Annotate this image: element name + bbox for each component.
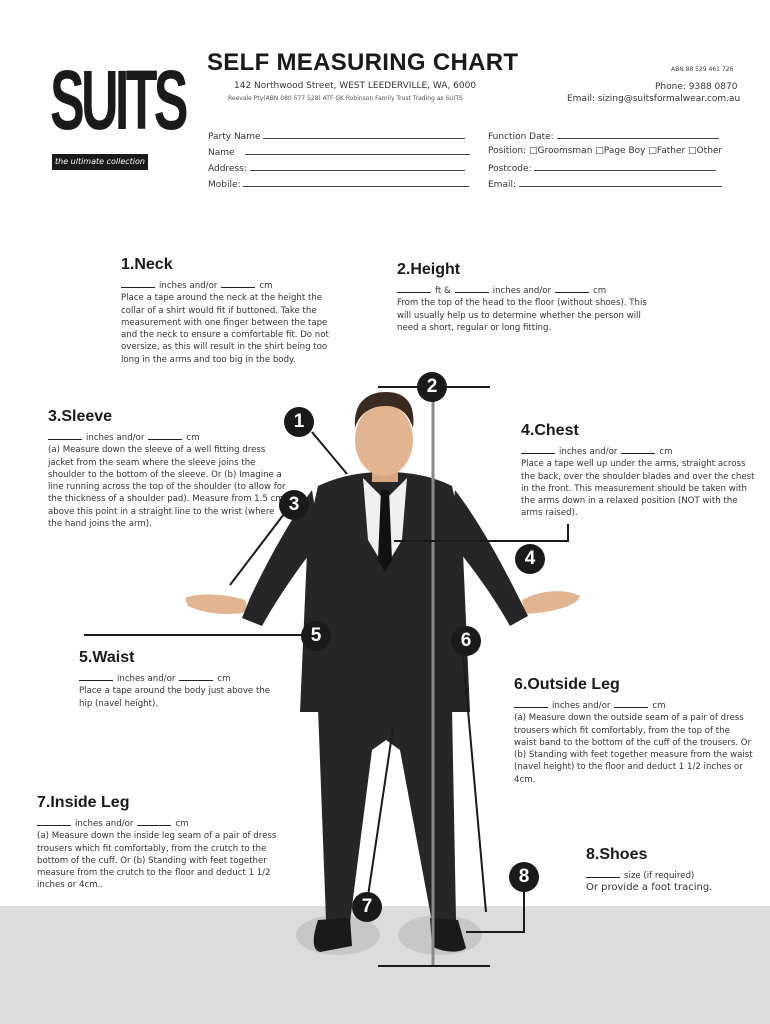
checkbox-groomsman[interactable]: □Groomsman — [528, 146, 593, 156]
sleeve-unit-cm: cm — [186, 433, 200, 443]
checkbox-other[interactable]: □Other — [688, 146, 723, 156]
badge-inside-leg: 7 — [352, 892, 382, 922]
address-label: Address: — [208, 164, 247, 174]
outside-leg-unit-inches: inches and/or — [552, 701, 611, 711]
groomsman-label: Groomsman — [537, 146, 593, 156]
neck-heading: 1.Neck — [121, 256, 173, 273]
inside-leg-line — [368, 728, 393, 896]
waist-unit-cm: cm — [217, 674, 231, 684]
badge-neck: 1 — [284, 407, 314, 437]
neck-inches-blank[interactable] — [121, 280, 155, 288]
waist-cm-blank[interactable] — [179, 673, 213, 681]
outside-leg-line — [463, 654, 486, 912]
chest-unit-inches: inches and/or — [559, 447, 618, 457]
shoe-size-unit: size (if required) — [624, 871, 695, 881]
height-unit-cm: cm — [593, 286, 607, 296]
shoes-section — [586, 870, 756, 895]
inside-leg-cm-blank[interactable] — [137, 818, 171, 826]
chest-unit-cm: cm — [659, 447, 673, 457]
chest-inches-blank[interactable] — [521, 446, 555, 454]
outside-leg-instructions: (a) Measure down the outside seam of a pair of dress trousers which fit comfortably, from the top of the waist band to the bottom of the cuff of the trousers. Or (b) Standing with feet together measure from the waist (navel height) to the floor and deduct 1 1/2 inches or 4cm. — [514, 713, 753, 785]
badge-outside-leg: 6 — [451, 626, 481, 656]
sleeve-cm-blank[interactable] — [148, 432, 182, 440]
postcode-label: Postcode: — [488, 164, 532, 174]
height-cm-blank[interactable] — [555, 285, 589, 293]
inside-leg-unit-cm: cm — [175, 819, 189, 829]
height-unit-inches: inches and/or — [492, 286, 552, 296]
sleeve-section — [48, 432, 290, 530]
chest-section — [521, 446, 757, 520]
height-inches-blank[interactable] — [455, 285, 489, 293]
sleeve-instructions: (a) Measure down the sleeve of a well fitting dress jacket from the seam where the sleeve joins the shoulder to the bottom of the sleeve. Or (b) Imagine a line running across the top of the shoulder (to allow for the thickness of a shoulder pad). Measure from 1.5 cm above this point in a straight line to the wrist (where the hand joins the arm). — [48, 445, 286, 530]
trousers — [318, 708, 456, 922]
height-instructions: From the top of the head to the floor (without shoes). This will usually help us to determine whether the person will need a short, regular or long fitting. — [397, 298, 647, 333]
inside-leg-unit-inches: inches and/or — [75, 819, 134, 829]
inside-leg-instructions: (a) Measure down the inside leg seam of a pair of dress trousers which fit comfortably, from the crutch to the bottom of the cuff. Or (b) Standing with feet together measure from the crutch to the floor and deduct 1 1/2 inches or 4cm.. — [37, 831, 277, 891]
checkbox-father[interactable]: □Father — [648, 146, 686, 156]
badge-sleeve: 3 — [279, 490, 309, 520]
neck-cm-blank[interactable] — [221, 280, 255, 288]
height-feet-blank[interactable] — [397, 285, 431, 293]
inside-leg-heading: 7.Inside Leg — [37, 794, 130, 811]
outside-leg-section — [514, 700, 754, 786]
shoe-size-blank[interactable] — [586, 870, 620, 878]
neck-section — [121, 280, 331, 366]
chest-cm-blank[interactable] — [621, 446, 655, 454]
page-title: SELF MEASURING CHART — [207, 49, 519, 76]
height-heading: 2.Height — [397, 261, 461, 278]
function-date-label: Function Date: — [488, 132, 554, 142]
position-label: Position: — [488, 146, 527, 156]
inside-leg-inches-blank[interactable] — [37, 818, 71, 826]
badge-waist: 5 — [301, 621, 331, 651]
waist-heading: 5.Waist — [79, 649, 135, 666]
waist-inches-blank[interactable] — [79, 673, 113, 681]
trust-statement: Reevale Pty(ABN 080 577 528) ATF GK Robinson Family Trust Trading as SUITS — [228, 95, 463, 102]
badge-chest: 4 — [515, 544, 545, 574]
phone-number: Phone: 9388 0870 — [655, 82, 738, 92]
waist-unit-inches: inches and/or — [117, 674, 176, 684]
other-label: Other — [696, 146, 723, 156]
outside-leg-cm-blank[interactable] — [614, 700, 648, 708]
chest-heading: 4.Chest — [521, 422, 579, 439]
sleeve-unit-inches: inches and/or — [86, 433, 145, 443]
height-unit-ft: ft & — [435, 286, 451, 296]
badge-shoes: 8 — [509, 862, 539, 892]
inside-leg-section — [37, 818, 277, 892]
waist-instructions: Place a tape around the body just above the hip (navel height). — [79, 686, 271, 709]
shoes-heading: 8.Shoes — [586, 846, 648, 863]
neck-pointer — [312, 432, 347, 474]
outside-leg-inches-blank[interactable] — [514, 700, 548, 708]
page-boy-label: Page Boy — [603, 146, 646, 156]
waist-section — [79, 673, 279, 710]
outside-leg-heading: 6.Outside Leg — [514, 676, 620, 693]
chest-instructions: Place a tape well up under the arms, straight across the back, over the shoulder blades and over the chest in the front. This measurement should be taken with the arms down in a relaxed position (NOT with the arms raised). — [521, 459, 755, 519]
sleeve-inches-blank[interactable] — [48, 432, 82, 440]
contact-email: Email: sizing@suitsformalwear.com.au — [567, 94, 741, 104]
neck-unit-cm: cm — [259, 281, 273, 291]
neck-unit-inches: inches and/or — [159, 281, 218, 291]
neck-instructions: Place a tape around the neck at the height the collar of a shirt would fit if buttoned. Take the measurement with one finger between the tape and the neck to ensure a comfortable fit. Do not oversize, as this will result in the shirt being too long in the arms and too big in the body. — [121, 293, 329, 365]
name-label: Name — [208, 148, 235, 158]
abn-number: ABN 88 529 461 726 — [671, 66, 734, 73]
left-shoe — [314, 918, 352, 952]
party-name-label: Party Name — [208, 132, 261, 142]
checkbox-page-boy[interactable]: □Page Boy — [595, 146, 646, 156]
logo-wordmark: SUITS — [50, 53, 185, 147]
email-label: Email: — [488, 180, 517, 190]
outside-leg-unit-cm: cm — [652, 701, 666, 711]
mobile-label: Mobile: — [208, 180, 241, 190]
sleeve-heading: 3.Sleeve — [48, 408, 113, 425]
store-address: 142 Northwood Street, WEST LEEDERVILLE, WA, 6000 — [234, 81, 477, 91]
logo-tagline: the ultimate collection — [52, 154, 148, 170]
badge-height: 2 — [417, 372, 447, 402]
height-section — [397, 285, 659, 334]
left-hand — [185, 594, 248, 614]
right-hand — [522, 591, 580, 614]
head — [355, 404, 413, 476]
father-label: Father — [656, 146, 686, 156]
shoes-instructions: Or provide a foot tracing. — [586, 882, 713, 894]
